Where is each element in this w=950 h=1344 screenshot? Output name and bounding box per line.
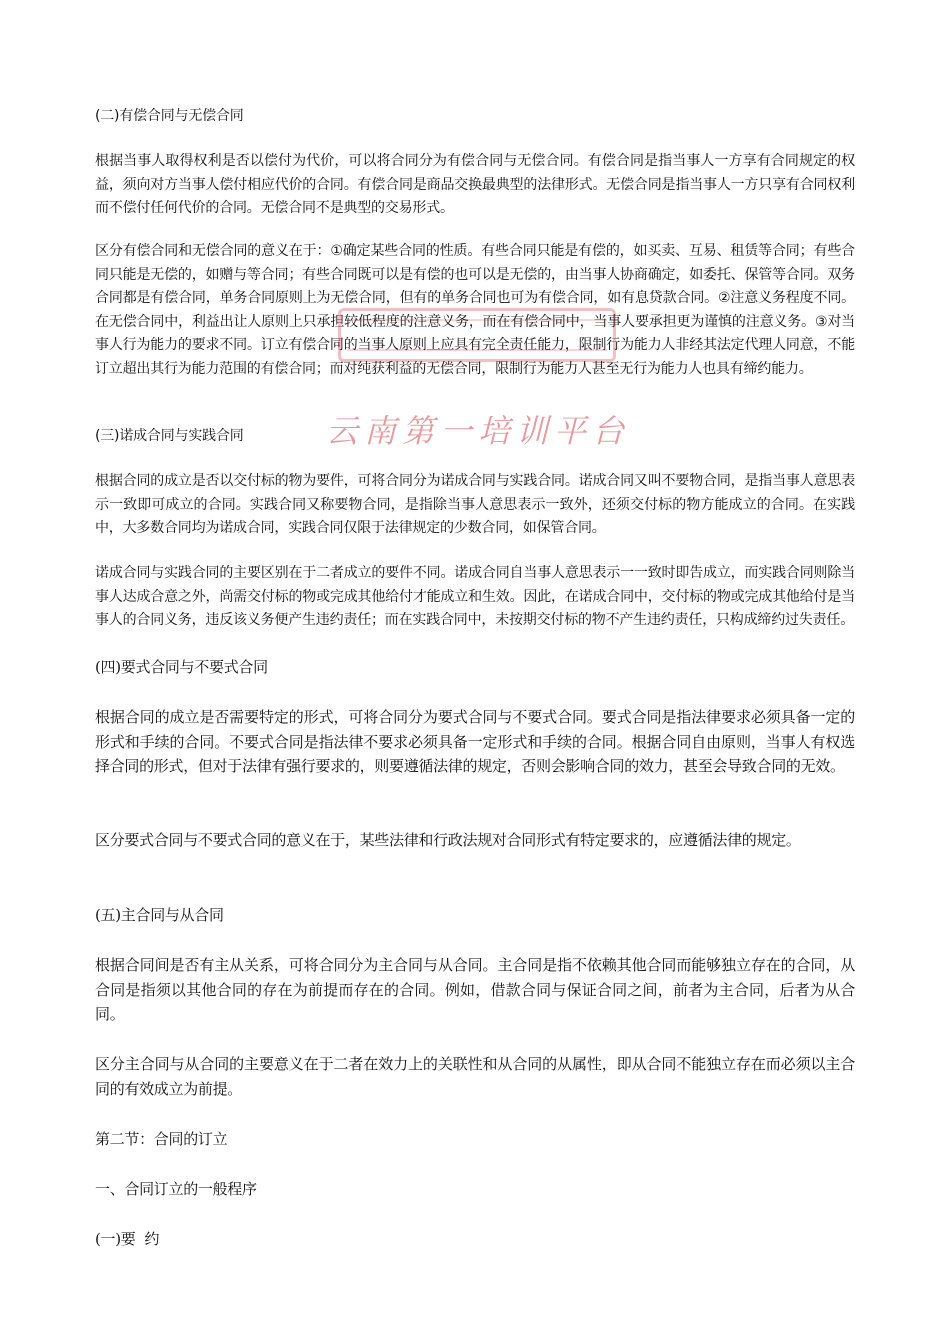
section-heading-2: (二)有偿合同与无偿合同 <box>95 108 244 124</box>
paragraph-formal-definition: 根据合同的成立是否需要特定的形式，可将合同分为要式合同与不要式合同。要式合同是指法律要求必须具备一定的形式和手续的合同。不要式合同是指法律不要求必须具备一定形式和手续的合同。根据合同自由原则，当事人有权选择合同的形式，但对于法律有强行要求的，则要遵循法律的规定，否则会影响合同的效力，甚至会导致合同的无效。 <box>95 708 855 775</box>
paragraph-principal-definition: 根据合同间是否有主从关系，可将合同分为主合同与从合同。主合同是指不依赖其他合同而能够独立存在的合同，从合同是指须以其他合同的存在为前提而存在的合同。例如，借款合同与保证合同之间，前者为主合同，后者为从合同。 <box>95 956 855 1023</box>
paragraph-formal-significance: 区分要式合同与不要式合同的意义在于，某些法律和行政法规对合同形式有特定要求的，应遵循法律的规定。 <box>95 831 801 849</box>
paragraph-consensual-difference: 诺成合同与实践合同的主要区别在于二者成立的要件不同。诺成合同自当事人意思表示一一致时即告成立，而实践合同则除当事人达成合意之外，尚需交付标的物或完成其他给付才能成立和生效。因此，在诺成合同中，交付标的物或完成其他给付是当事人的合同义务，违反该义务便产生违约责任；而在实践合同中，未按期交付标的物不产生违约责任，只构成缔约过失责任。 <box>95 565 855 628</box>
watermark-subtitle-text: 云南第一培训平台 <box>325 412 631 450</box>
paragraph-principal-significance: 区分主合同与从合同的主要意义在于二者在效力上的关联性和从合同的从属性，即从合同不能独立存在而必须以主合同的有效成立为前提。 <box>95 1055 855 1098</box>
subchapter-heading: 一、合同订立的一般程序 <box>95 1180 257 1198</box>
paragraph-paid-significance: 区分有偿合同和无偿合同的意义在于：①确定某些合同的性质。有些合同只能是有偿的，如买卖、互易、租赁等合同；有些合同只能是无偿的，如赠与等合同；有些合同既可以是有偿的也可以是无偿的，由当事人协商确定，如委托、保管等合同。双务合同都是有偿合同，单务合同原则上为无偿合同，但有的单务合同也可为有偿合同，如有息贷款合同。②注意义务程度不同。在无偿合同中，利益出让人原则上只承担较低程度的注意义务，而在有偿合同中，当事人要承担更为谨慎的注意义务。③对当事人行为能力的要求不同。订立有偿合同的当事人原则上应具有完全责任能力，限制行为能力人非经其法定代理人同意，不能订立超出其行为能力范围的有偿合同；而对纯获利益的无偿合同，限制行为能力人甚至无行为能力人也具有缔约能力。 <box>95 243 855 377</box>
paragraph-consensual-definition: 根据合同的成立是否以交付标的物为要件，可将合同分为诺成合同与实践合同。诺成合同又叫不要物合同，是指当事人意思表示一致即可成立的合同。实践合同又称要物合同，是指除当事人意思表示一致外，还须交付标的物方能成立的合同。在实践中，大多数合同均为诺成合同，实践合同仅限于法律规定的少数合同，如保管合同。 <box>95 473 855 536</box>
section-heading-4: (四)要式合同与不要式合同 <box>95 658 268 676</box>
section-heading-5: (五)主合同与从合同 <box>95 906 224 924</box>
offer-heading: (一)要 约 <box>95 1230 160 1248</box>
section-heading-3: (三)诺成合同与实践合同 <box>95 428 244 444</box>
paragraph-paid-definition: 根据当事人取得权利是否以偿付为代价，可以将合同分为有偿合同与无偿合同。有偿合同是指当事人一方享有合同规定的权益，须向对方当事人偿付相应代价的合同。有偿合同是商品交换最典型的法律形式。无偿合同是指当事人一方只享有合同权利而不偿付任何代价的合同。无偿合同不是典型的交易形式。 <box>95 153 855 216</box>
chapter-heading: 第二节：合同的订立 <box>95 1130 228 1148</box>
